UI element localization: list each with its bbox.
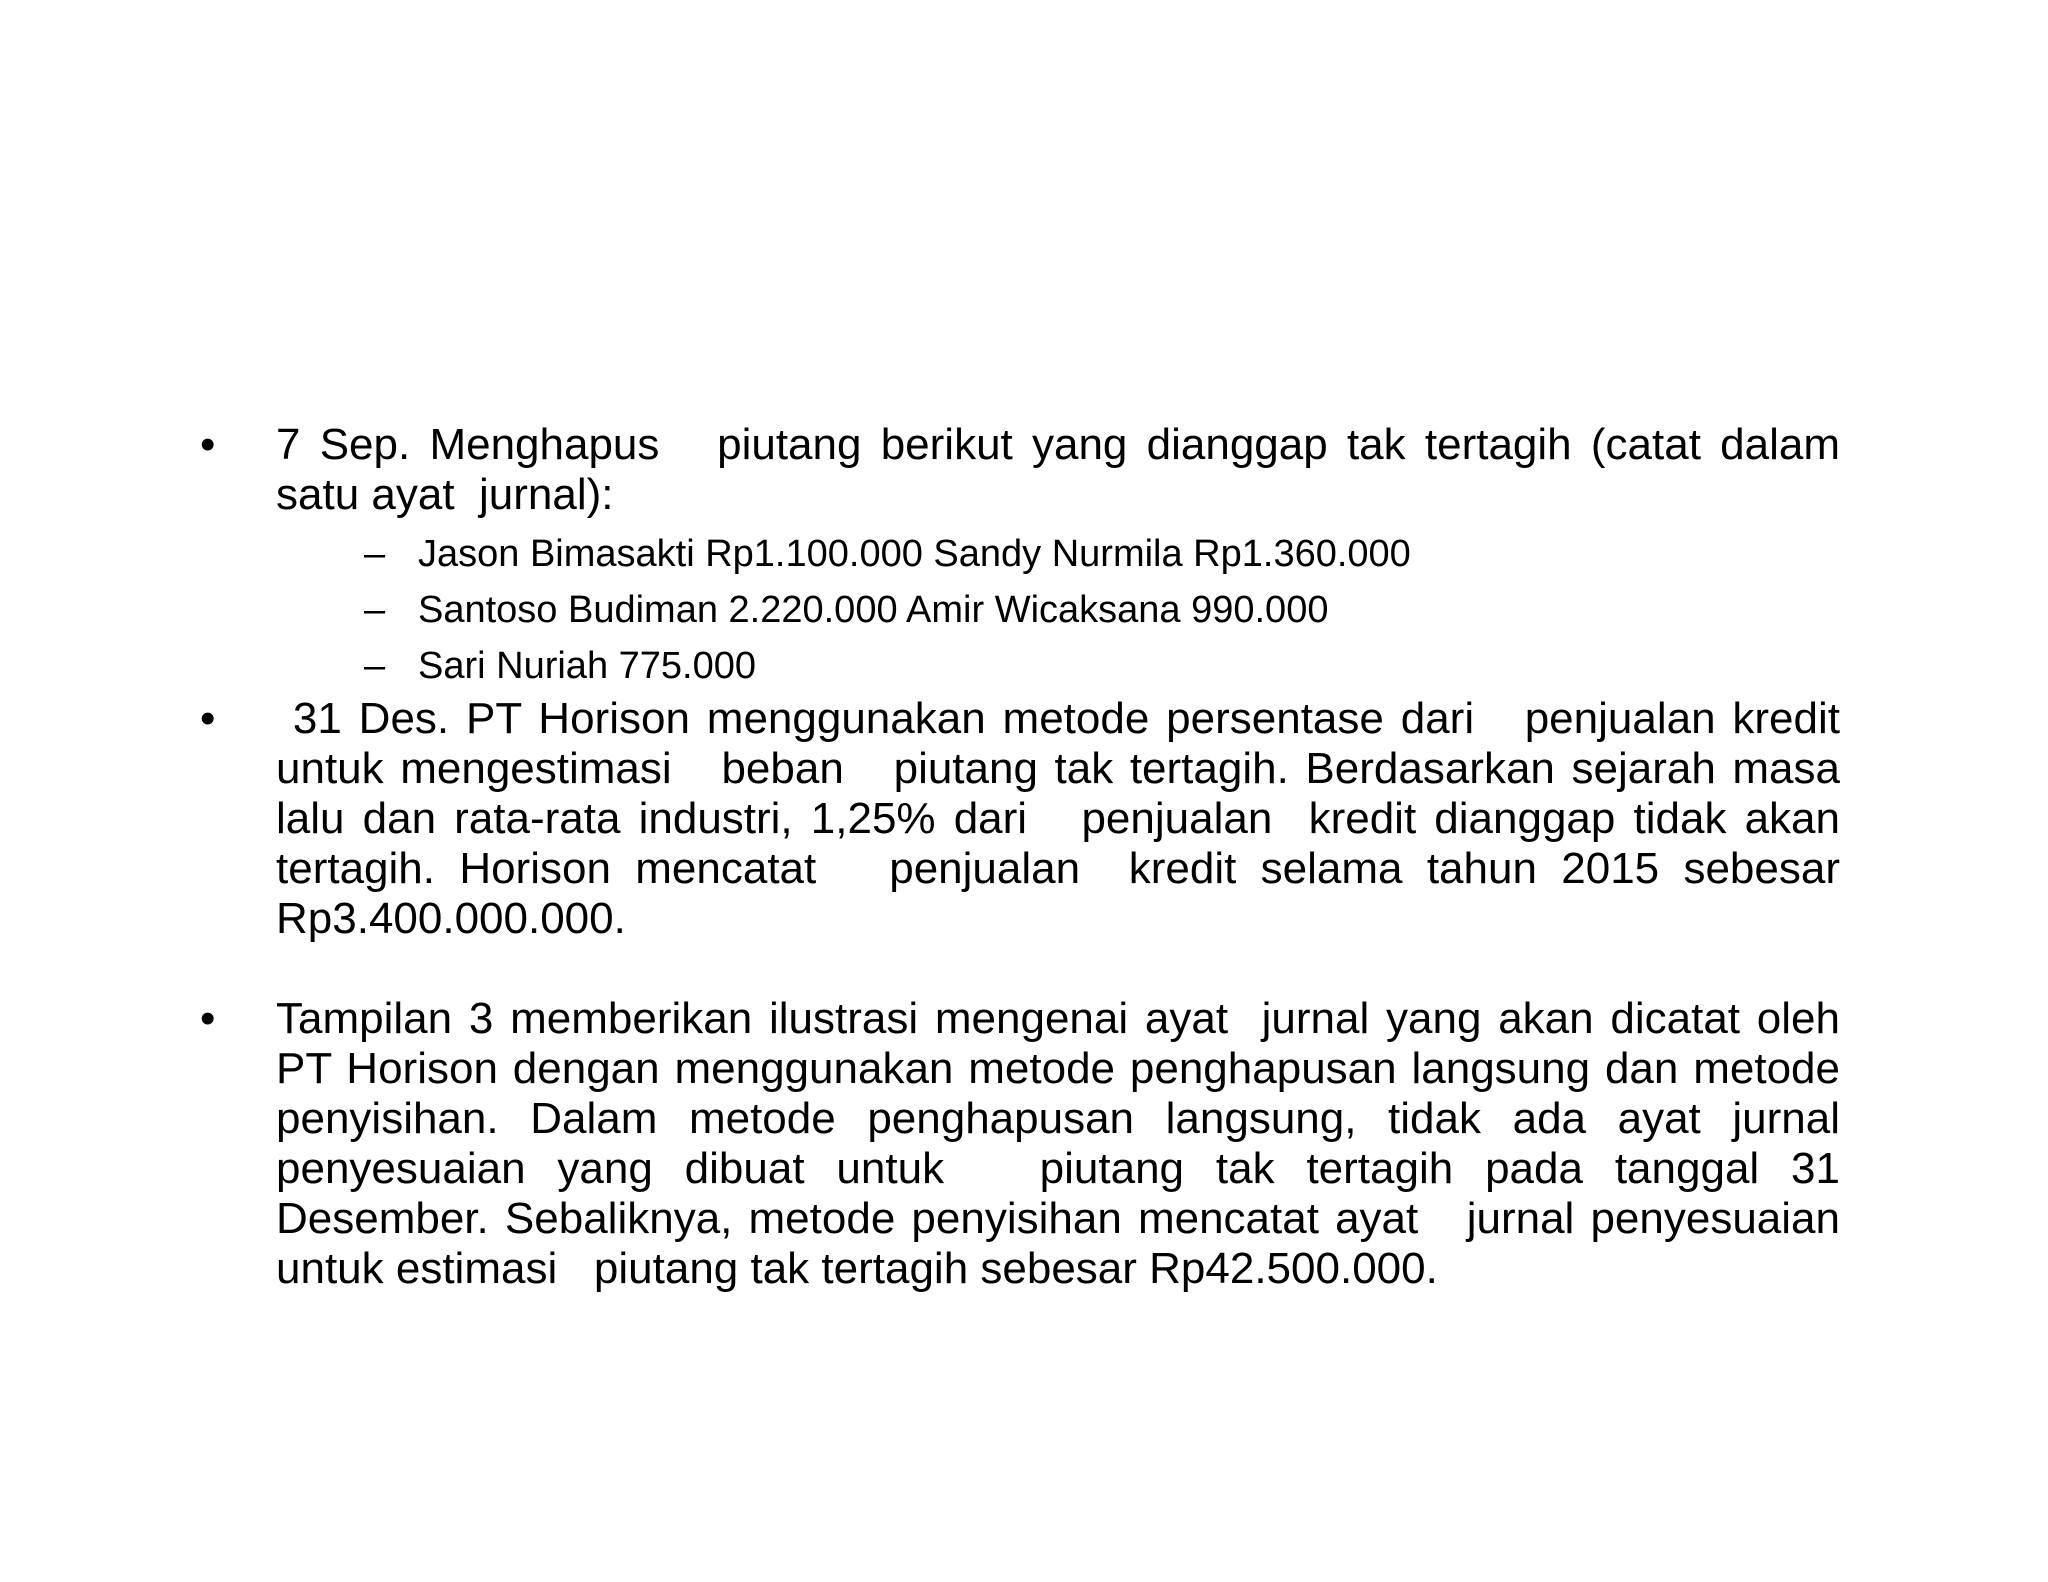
sub-list	[276, 526, 1840, 694]
sub-item	[276, 526, 1840, 582]
bullet-text: Tampilan 3 memberikan ilustrasi mengenai ayat jurnal yang akan dicatat oleh PT Horison dengan menggunakan metode penghapusan langsung dan metode penyisihan. Dalam metode penghapusan langsung, tidak ada ayat jurnal penyesuaian yang dibuat untuk piutang tak tertagih pada tanggal 31 Desember. Sebaliknya, metode penyisihan mencatat ayat jurnal penyesuaian untuk estimasi piutang tak tertagih sebesar Rp42.500.000.	[276, 994, 1853, 1293]
bullet-icon: •	[200, 420, 216, 469]
sub-item	[276, 638, 1840, 694]
sub-item	[276, 582, 1840, 638]
dash-icon: –	[364, 589, 386, 631]
sub-item-text: Santoso Budiman 2.220.000 Amir Wicaksana 990.000	[418, 589, 1329, 631]
bullet-item-illustration	[200, 994, 1853, 1294]
dash-icon: –	[364, 645, 386, 687]
bullet-item-writeoff	[200, 420, 1853, 694]
bullet-icon: •	[200, 994, 216, 1043]
bullet-item-estimate	[200, 694, 1853, 944]
slide-content	[200, 420, 1853, 1294]
dash-icon: –	[364, 533, 386, 575]
sub-item-text: Sari Nuriah 775.000	[418, 645, 756, 687]
sub-item-text: Jason Bimasakti Rp1.100.000 Sandy Nurmila Rp1.360.000	[418, 533, 1411, 575]
bullet-icon: •	[200, 694, 216, 743]
bullet-text: 7 Sep. Menghapus piutang berikut yang dianggap tak tertagih (catat dalam satu ayat jurnal):	[276, 420, 1853, 519]
bullet-text: 31 Des. PT Horison menggunakan metode persentase dari penjualan kredit untuk mengestimasi beban piutang tak tertagih. Berdasarkan sejarah masa lalu dan rata-rata industri, 1,25% dari penjualan kredit dianggap tidak akan tertagih. Horison mencatat penjualan kredit selama tahun 2015 sebesar Rp3.400.000.000.	[276, 694, 1853, 943]
